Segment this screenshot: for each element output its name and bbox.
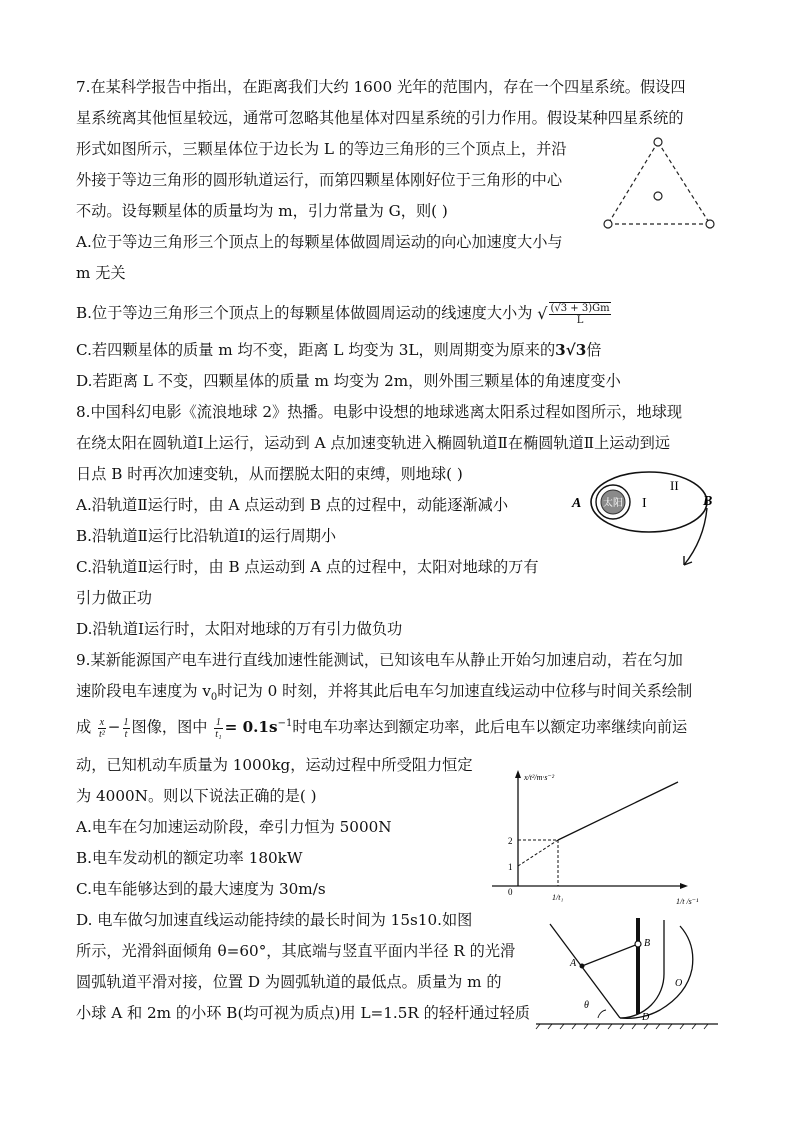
q9-frac-1-t: $\frac{1}{t}$ xyxy=(123,716,129,740)
q9-option-a: A.电车在匀加速运动阶段，牵引力恒为 5000N xyxy=(76,818,392,836)
q7-option-c xyxy=(76,340,601,360)
ground-hatch xyxy=(536,1024,708,1029)
q7-option-b xyxy=(76,302,613,326)
y-axis-label: x/t²/m·s⁻² xyxy=(524,773,555,782)
q8-option-d: D.沿轨道Ⅰ运行时，太阳对地球的万有引力做负功 xyxy=(76,620,403,638)
q9-line-1: 9.某新能源国产电车进行直线加速性能测试，已知该电车从静止开始匀加速启动，若在匀加 xyxy=(76,651,683,669)
dashed-line-segment xyxy=(518,840,558,866)
q8-line-1: 8.中国科幻电影《流浪地球 2》热播。电影中设想的地球逃离太阳系过程如图所示，地球现 xyxy=(76,403,683,421)
q7-option-b-formula: √ $\frac{(√3 + 3)Gm}{L}$ xyxy=(537,303,610,326)
q9-option-c: C.电车能够达到的最大速度为 30m/s xyxy=(76,880,326,898)
q7-line-5: 不动。设每颗星体的质量均为 m，引力常量为 G，则( ) xyxy=(76,202,448,220)
star-left xyxy=(604,220,612,228)
q9-option-d xyxy=(76,910,472,930)
orbit-i-label: I xyxy=(642,496,647,511)
q8-option-b: B.沿轨道Ⅱ运行比沿轨道Ⅰ的运行周期小 xyxy=(76,527,337,545)
q7-option-b-text: B.位于等边三角形三个顶点上的每颗星体做圆周运动的线速度大小为 xyxy=(76,304,533,322)
q9-line-2-a: 速阶段电车速度为 v xyxy=(76,682,211,700)
q9-line-3-sup: −1 xyxy=(277,718,293,729)
q10-line-1: 10.如图 xyxy=(417,911,473,929)
q9-line-2-b: 时记为 0 时刻，并将其此后电车匀加速直线运动中位移与时间关系绘制 xyxy=(217,682,693,700)
q9-line-3: 成 $\frac{x}{\text{t²}}$ − $\frac{1}{t}$ 图像，图中 $\frac{1}{\text{t₁}}$ = $0.1s^{-1}$时电车功率达到额定功率，此后电车以额定功率继续向前运 xyxy=(76,716,688,740)
q7-option-d: D.若距离 L 不变，四颗星体的质量 m 均变为 2m，则外围三颗星体的角速度变小 xyxy=(76,372,621,390)
ring-b xyxy=(635,941,641,947)
point-a-label: A xyxy=(572,496,582,511)
arc-track-inner xyxy=(620,920,664,1018)
label-b: B xyxy=(644,938,651,949)
q8-option-c-1: C.沿轨道Ⅱ运行时，由 B 点运动到 A 点的过程中，太阳对地球的万有 xyxy=(76,558,539,576)
q8-option-a: A.沿轨道Ⅱ运行时，由 A 点运动到 B 点的过程中，动能逐渐减小 xyxy=(76,496,509,514)
q7-line-2: 星系统离其他恒星较远，通常可忽略其他星体对四星系统的引力作用。假设某种四星系统的 xyxy=(76,109,684,127)
q7-option-a-1: A.位于等边三角形三个顶点上的每颗星体做圆周运动的向心加速度大小与 xyxy=(76,233,563,251)
q7-triangle-figure xyxy=(598,132,722,236)
q8-line-3: 日点 B 时再次加速变轨，从而摆脱太阳的束缚，则地球( ) xyxy=(76,465,463,483)
q9-frac-x-t2: $\frac{x}{\text{t²}}$ xyxy=(99,716,105,740)
q7-option-c-value: 3√3 xyxy=(555,341,587,359)
triangle-edge-right xyxy=(658,142,710,224)
q7-formula-numerator: (√3 + 3)Gm xyxy=(550,303,610,314)
q8-option-c-2: 引力做正功 xyxy=(76,589,152,607)
point-b-label: B xyxy=(703,494,713,509)
x-axis-label: 1/t /s⁻¹ xyxy=(676,897,699,906)
y-tick-1: 1 xyxy=(508,862,513,872)
sun-label: 太阳 xyxy=(603,498,623,509)
q10-line-3: 圆弧轨道平滑对接，位置 D 为圆弧轨道的最低点。质量为 m 的 xyxy=(76,973,502,991)
escape-path xyxy=(684,508,707,565)
q9-line-2 xyxy=(76,681,692,708)
triangle-edge-left xyxy=(608,142,658,224)
q10-line-2: 所示，光滑斜面倾角 θ=60°，其底端与竖直平面内半径 R 的光滑 xyxy=(76,942,516,960)
q7-formula-denominator: L xyxy=(576,315,584,326)
q9-line-3-c: 时电车功率达到额定功率，此后电车以额定功率继续向前运 xyxy=(292,718,688,737)
orbit-ii-label: II xyxy=(670,478,679,493)
q8-line-2: 在绕太阳在圆轨道Ⅰ上运行，运动到 A 点加速变轨进入椭圆轨道Ⅱ在椭圆轨道Ⅱ上运动到远 xyxy=(76,434,671,452)
solid-line-segment xyxy=(558,782,678,840)
x-tick-1-t1: 1/t₁ xyxy=(552,893,564,902)
q7-line-1: 7.在某科学报告中指出，在距离我们大约 1600 光年的范围内，存在一个四星系统。假设四 xyxy=(76,78,686,96)
angle-arc xyxy=(598,1010,606,1018)
q7-option-a-2: m 无关 xyxy=(76,264,126,282)
q9-graph xyxy=(488,760,724,910)
q7-line-4: 外接于等边三角形的圆形轨道运行，而第四颗星体刚好位于三角形的中心 xyxy=(76,171,562,189)
y-axis-arrow-icon xyxy=(515,770,521,778)
label-o: O xyxy=(675,978,683,989)
q10-figure xyxy=(532,914,722,1030)
q9-option-b: B.电车发动机的额定功率 180kW xyxy=(76,849,303,867)
q9-option-d-text: D. 电车做匀加速直线运动能持续的最长时间为 15s xyxy=(76,911,418,929)
star-right xyxy=(706,220,714,228)
q9-line-3-eq: = 0.1s xyxy=(224,718,278,737)
q7-option-c-text: C.若四颗星体的质量 m 均不变，距离 L 均变为 3L，则周期变为原来的 xyxy=(76,341,556,359)
x-axis-arrow-icon xyxy=(680,883,688,889)
q9-line-4: 动，已知机动车质量为 1000kg，运动过程中所受阻力恒定 xyxy=(76,756,473,774)
label-theta: θ xyxy=(584,1000,589,1011)
q10-line-4: 小球 A 和 2m 的小环 B(均可视为质点)用 L=1.5R 的轻杆通过轻质 xyxy=(76,1004,530,1022)
q7-line-3: 形式如图所示，三颗星体位于边长为 L 的等边三角形的三个顶点上，并沿 xyxy=(76,140,567,158)
q9-line-3-b: 图像，图中 xyxy=(131,718,208,737)
star-center xyxy=(654,192,662,200)
arc-track xyxy=(620,926,693,1018)
q9-frac-1-t1: $\frac{1}{\text{t₁}}$ xyxy=(215,716,222,740)
q9-line-3-a: 成 xyxy=(76,718,92,737)
q9-v0-subscript: 0 xyxy=(210,692,218,704)
star-top xyxy=(654,138,662,146)
vertical-rod xyxy=(636,918,640,1014)
label-a: A xyxy=(570,958,577,969)
origin-label: 0 xyxy=(508,887,513,897)
label-d: D xyxy=(642,1012,650,1023)
q9-line-5: 为 4000N。则以下说法正确的是( ) xyxy=(76,787,317,805)
ball-a xyxy=(580,964,585,969)
q7-option-c-tail: 倍 xyxy=(586,341,602,359)
y-tick-2: 2 xyxy=(508,836,513,846)
q8-orbit-figure xyxy=(566,470,722,574)
light-rod xyxy=(582,944,638,966)
